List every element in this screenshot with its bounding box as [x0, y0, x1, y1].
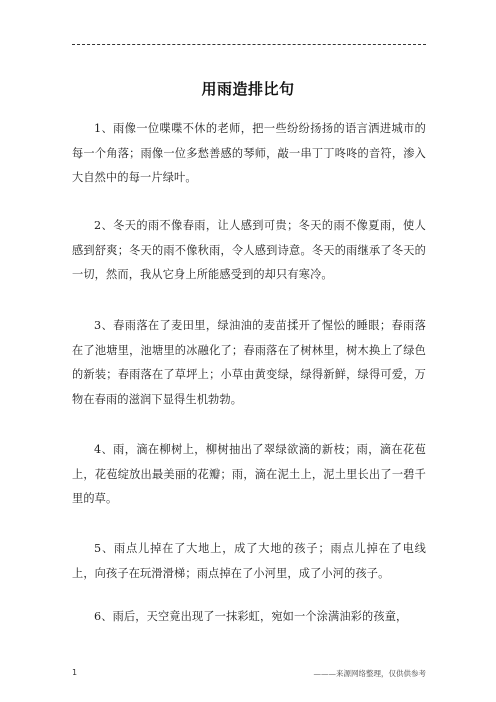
page-number: 1: [72, 668, 78, 677]
footer-source-note: ———来源网络整理，仅供供参考: [313, 669, 426, 678]
paragraph-6: 6、雨后，天空竟出现了一抹彩虹，宛如一个涂满油彩的孩童，: [94, 610, 408, 623]
paragraph-5: 5、雨点儿掉在了大地上，成了大地的孩子；雨点儿掉在了电线上，向孩子在玩滑滑梯；雨点掉在了小河里，成了小河的孩子。: [72, 542, 426, 580]
header-dashed-rule: [72, 44, 426, 45]
paragraph-1: 1、雨像一位喋喋不休的老师，把一些纷纷扬扬的语言洒进城市的每一个角落；雨像一位多愁善感的琴师，敲一串丁丁咚咚的音符，渗入大自然中的每一片绿叶。: [72, 122, 426, 185]
paragraph-4: 4、雨，滴在柳树上，柳树抽出了翠绿欲滴的新枝；雨，滴在花苞上，花苞绽放出最美丽的花瓣；雨，滴在泥土上，泥土里长出了一碧千里的草。: [72, 443, 426, 506]
paragraph-2: 2、冬天的雨不像春雨，让人感到可贵；冬天的雨不像夏雨，使人感到舒爽；冬天的雨不像秋雨，令人感到诗意。冬天的雨继承了冬天的一切，然而，我从它身上所能感受到的却只有寒冷。: [72, 219, 426, 282]
paragraph-3: 3、春雨落在了麦田里，绿油油的麦苗揉开了惺忪的睡眼；春雨落在了池塘里，池塘里的冰融化了；春雨落在了树林里，树木换上了绿色的新装；春雨落在了草坪上；小草由黄变绿，绿得新鲜，绿得可爱，万物在春雨的滋润下显得生机勃勃。: [72, 319, 426, 406]
document-title: 用雨造排比句: [201, 80, 295, 98]
